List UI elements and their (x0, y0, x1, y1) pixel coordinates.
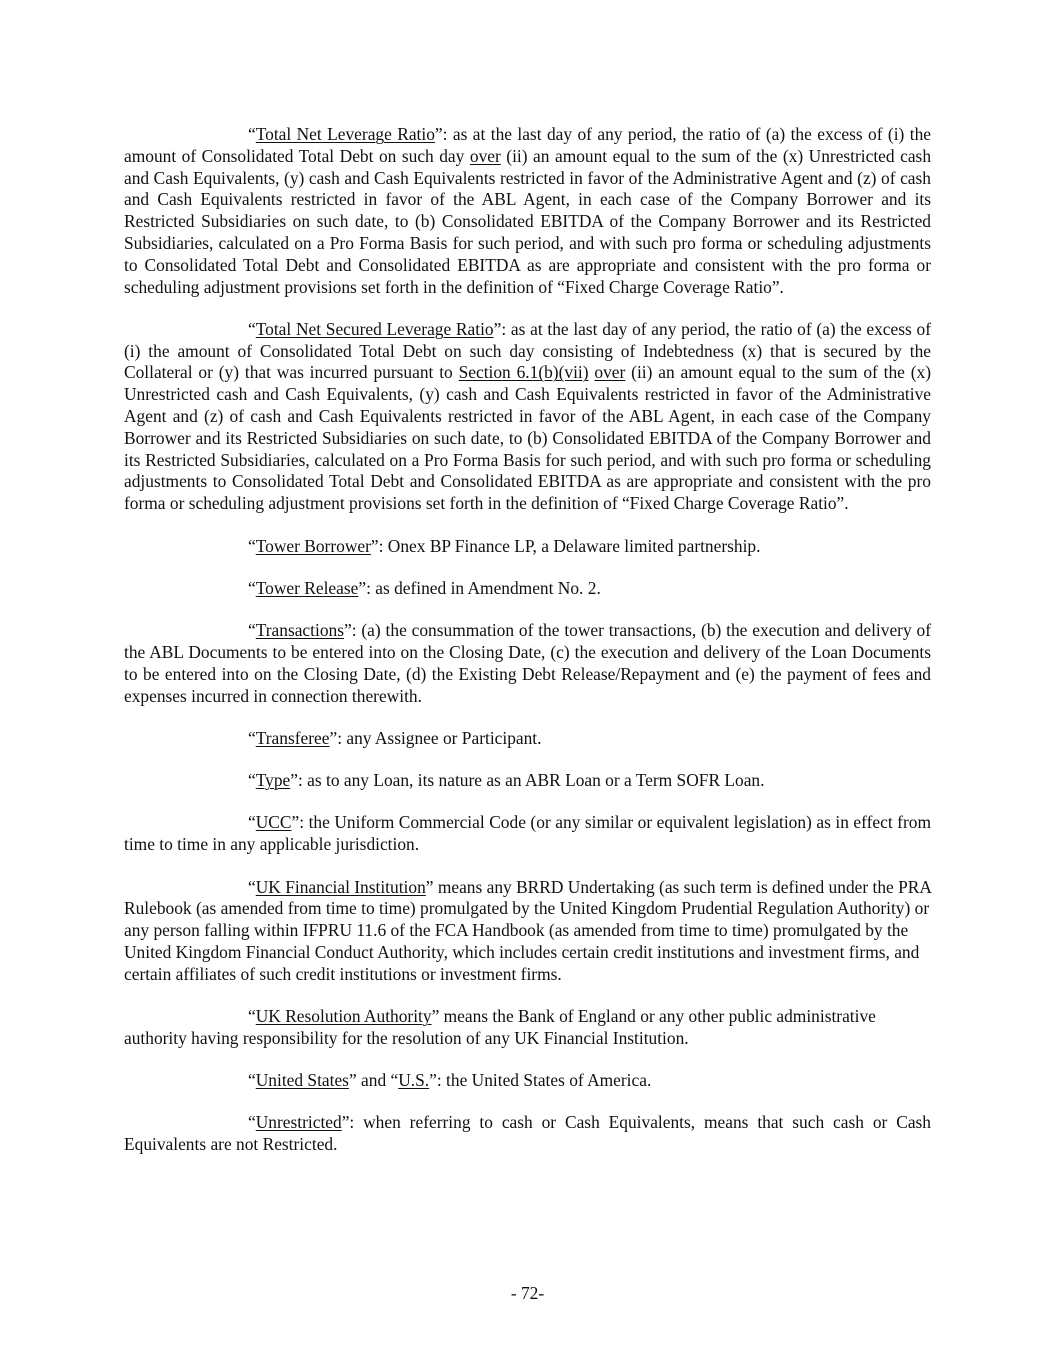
defined-term: Total Net Secured Leverage Ratio (255, 318, 494, 339)
document-page (124, 124, 931, 1176)
defined-term: United States (255, 1070, 349, 1091)
definition-text: (ii) an amount equal to the sum of the (x) Unrestricted cash and Cash Equivalents, (y) cash and Cash Equivalents restricted in favor of the Administrative Agent and (z) of cash and Cash Equivalents restricted in favor of the ABL Agent, in each case of the Company Borrower and its Restricted Subsidiaries on such date, to (b) Consolidated EBITDA of the Company Borrower and its Restricted Subsidiaries, calculated on a Pro Forma Basis for such period, and with such pro forma or scheduling adjustments to Consolidated Total Debt and Consolidated EBITDA as are appropriate and consistent with the pro forma or scheduling adjustment provisions set forth in the definition of “Fixed Charge Coverage Ratio”. (124, 362, 932, 514)
definition-text: ”: Onex BP Finance LP, a Delaware limited partnership. (370, 535, 761, 556)
defined-term: UK Resolution Authority (255, 1006, 432, 1026)
definition-text: ”: as to any Loan, its nature as an ABR Loan or a Term SOFR Loan. (290, 770, 765, 791)
definition-text: ”: (a) the consummation of the tower transactions, (b) the execution and delivery of the ABL Documents to be entered into on the Closing Date, (c) the execution and delivery of the Loan Documents to be entered into on the Closing Date, (d) the Existing Debt Release/Repayment and (e) the payment of fees and expenses incurred in connection therewith. (124, 620, 931, 706)
definition-text: ”: as at the last day of any period, the ratio of (a) the excess of (i) the amount of Consolidated Total Debt on such day (124, 124, 932, 166)
defined-term: UCC (255, 812, 292, 833)
underlined-reference: over (469, 145, 501, 166)
definition-text: ” means the Bank of England or any other public administrative authority having responsibility for the resolution of any UK Financial Institution. (124, 1006, 876, 1048)
definition-text: ” means any BRRD Undertaking (as such term is defined under the PRA Rulebook (as amended from time to time) promulgated by the United Kingdom Prudential Regulation Authority) or any person falling within IFPRU 11.6 of the FCA Handbook (as amended from time to time) promulgated by the United Kingdom Financial Conduct Authority, which includes certain credit institutions and investment firms, and certain affiliates of such credit institutions or investment firms. (124, 876, 931, 984)
definition-paragraph: “UCC”: the Uniform Commercial Code (or any similar or equivalent legislation) as in effect from time to time in any applicable jurisdiction. (124, 812, 931, 855)
definition-text: ” and “ (348, 1070, 399, 1091)
defined-term: Type (255, 770, 291, 791)
defined-term: UK Financial Institution (255, 876, 426, 897)
definition-paragraph: “UK Financial Institution” means any BRRD Undertaking (as such term is defined under the PRA Rulebook (as amended from time to time) promulgated by the United Kingdom Prudential Regulation Authority) or any person falling within IFPRU 11.6 of the FCA Handbook (as amended from time to time) promulgated by the United Kingdom Financial Conduct Authority, which includes certain credit institutions and investment firms, and certain affiliates of such credit institutions or investment firms. (124, 876, 931, 984)
definition-text: ”: any Assignee or Participant. (329, 727, 542, 748)
definition-text: ”: as at the last day of any period, the ratio of (a) the excess of (i) the amount of Consolidated Total Debt on such day consisting of Indebtedness (x) that is secured by the Collateral or (y) that was incurred pursuant to (124, 318, 931, 383)
definition-text: (ii) an amount equal to the sum of the (x) Unrestricted cash and Cash Equivalents, (y) cash and Cash Equivalents restricted in favor of the Administrative Agent and (z) of cash and Cash Equivalents restricted in favor of the ABL Agent, in each case of the Company Borrower and its Restricted Subsidiaries on such date, to (b) Consolidated EBITDA of the Company Borrower and its Restricted Subsidiaries, calculated on a Pro Forma Basis for such period, and with such pro forma or scheduling adjustments to Consolidated Total Debt and Consolidated EBITDA as are appropriate and consistent with the pro forma or scheduling adjustment provisions set forth in the definition of “Fixed Charge Coverage Ratio”. (124, 145, 932, 297)
definition-paragraph: “Transactions”: (a) the consummation of the tower transactions, (b) the execution and delivery of the ABL Documents to be entered into on the Closing Date, (c) the execution and delivery of the Loan Documents to be entered into on the Closing Date, (d) the Existing Debt Release/Repayment and (e) the payment of fees and expenses incurred in connection therewith. (124, 620, 931, 706)
defined-term: Tower Release (255, 577, 359, 598)
definitions-list (124, 124, 931, 1156)
definition-paragraph: “United States” and “U.S.”: the United States of America. (248, 1070, 652, 1091)
definition-paragraph: “Tower Release”: as defined in Amendment No. 2. (248, 577, 601, 598)
definition-text: ”: the Uniform Commercial Code (or any similar or equivalent legislation) as in effect from time to time in any applicable jurisdiction. (124, 812, 931, 855)
definition-paragraph: “Type”: as to any Loan, its nature as an ABR Loan or a Term SOFR Loan. (248, 770, 765, 791)
definition-paragraph: “Total Net Secured Leverage Ratio”: as at the last day of any period, the ratio of (a) the excess of (i) the amount of Consolidated Total Debt on such day consisting of Indebtedness (x) that is secured by the Collateral or (y) that was incurred pursuant to Section 6.1(b)(vii) over (ii) an amount equal to the sum of the (x) Unrestricted cash and Cash Equivalents, (y) cash and Cash Equivalents restricted in favor of the Administrative Agent and (z) of cash and Cash Equivalents restricted in favor of the ABL Agent, in each case of the Company Borrower and its Restricted Subsidiaries on such date, to (b) Consolidated EBITDA of the Company Borrower and its Restricted Subsidiaries, calculated on a Pro Forma Basis for such period, and with such pro forma or scheduling adjustments to Consolidated Total Debt and Consolidated EBITDA as are appropriate and consistent with the pro forma or scheduling adjustment provisions set forth in the definition of “Fixed Charge Coverage Ratio”. (124, 318, 932, 514)
definition-paragraph: “Tower Borrower”: Onex BP Finance LP, a Delaware limited partnership. (248, 535, 761, 556)
definition-paragraph: “Unrestricted”: when referring to cash or Cash Equivalents, means that such cash or Cash Equivalents are not Restricted. (124, 1112, 931, 1155)
defined-term: Total Net Leverage Ratio (255, 124, 435, 144)
defined-term: Transferee (255, 727, 330, 748)
definition-text: ”: the United States of America. (429, 1070, 652, 1091)
defined-term: Transactions (255, 620, 344, 641)
definition-text: ”: when referring to cash or Cash Equivalents, means that such cash or Cash Equivalents are not Restricted. (124, 1112, 931, 1155)
definition-paragraph: “UK Resolution Authority” means the Bank of England or any other public administrative authority having responsibility for the resolution of any UK Financial Institution. (124, 1006, 876, 1048)
underlined-reference: Section 6.1(b)(vii) (458, 362, 589, 383)
defined-term: Unrestricted (255, 1112, 342, 1133)
definition-paragraph: “Total Net Leverage Ratio”: as at the last day of any period, the ratio of (a) the excess of (i) the amount of Consolidated Total Debt on such day over (ii) an amount equal to the sum of the (x) Unrestricted cash and Cash Equivalents, (y) cash and Cash Equivalents restricted in favor of the Administrative Agent and (z) of cash and Cash Equivalents restricted in favor of the ABL Agent, in each case of the Company Borrower and its Restricted Subsidiaries on such date, to (b) Consolidated EBITDA of the Company Borrower and its Restricted Subsidiaries, calculated on a Pro Forma Basis for such period, and with such pro forma or scheduling adjustments to Consolidated Total Debt and Consolidated EBITDA as are appropriate and consistent with the pro forma or scheduling adjustment provisions set forth in the definition of “Fixed Charge Coverage Ratio”. (124, 124, 932, 297)
definition-text: ”: as defined in Amendment No. 2. (358, 577, 601, 598)
page-number: - 72- (510, 1283, 545, 1303)
underlined-reference: U.S. (398, 1070, 430, 1091)
defined-term: Tower Borrower (255, 535, 371, 556)
definition-paragraph: “Transferee”: any Assignee or Participant. (248, 727, 542, 748)
underlined-reference: over (594, 362, 626, 383)
